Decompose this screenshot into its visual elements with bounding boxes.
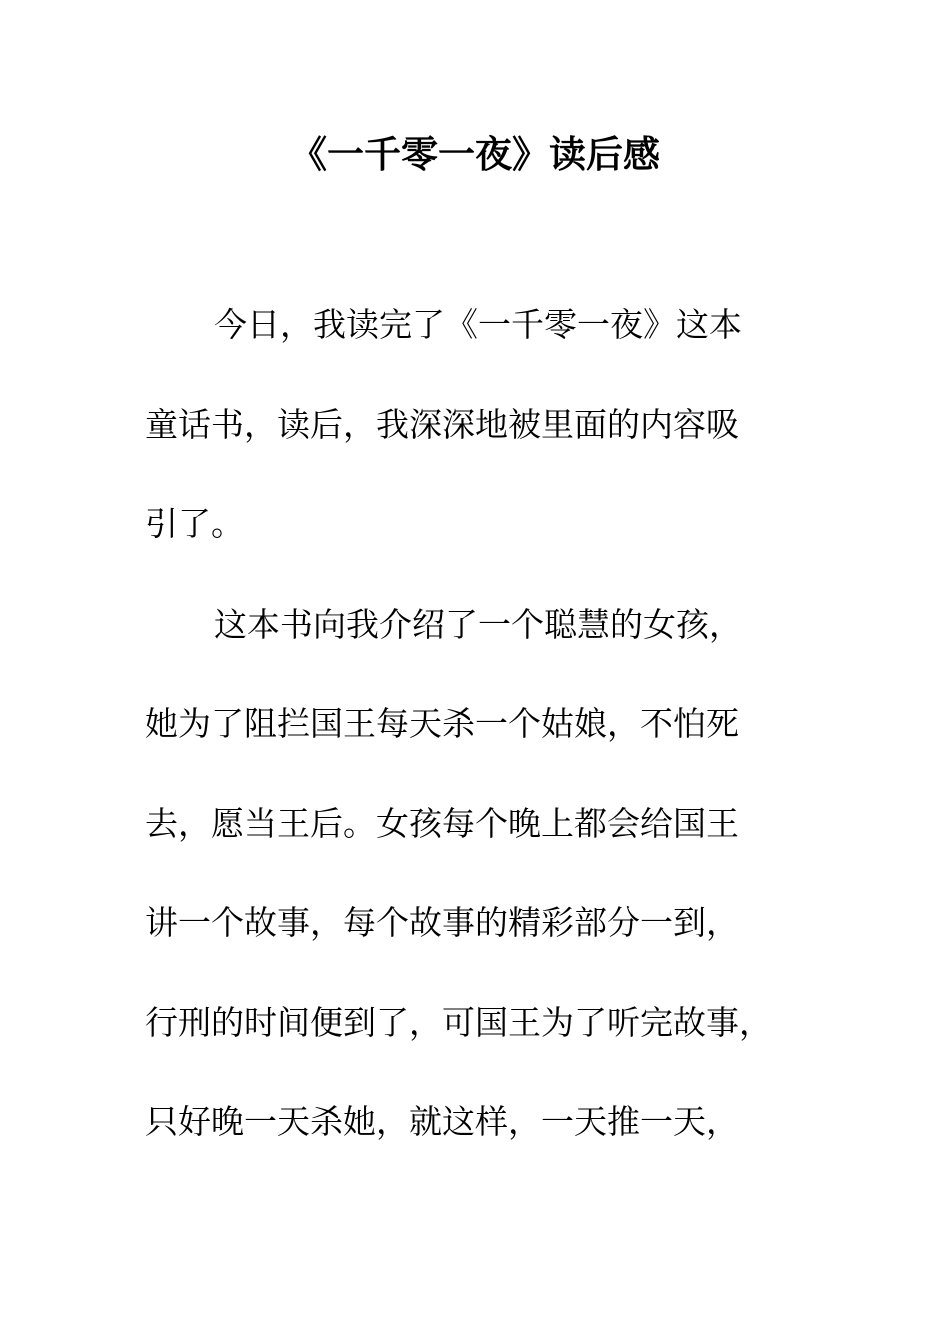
paragraph-line: 她为了阻拦国王每天杀一个姑娘，不怕死 — [145, 704, 739, 743]
paragraph-line: 引了。 — [145, 504, 244, 543]
paragraph-line: 只好晚一天杀她，就这样，一天推一天， — [145, 1102, 739, 1141]
paragraph-line: 今日，我读完了《一千零一夜》这本 — [214, 305, 742, 344]
paragraph-line: 童话书，读后，我深深地被里面的内容吸 — [145, 405, 739, 444]
document-title: 《一千零一夜》读后感 — [290, 132, 660, 176]
paragraph-line: 去，愿当王后。女孩每个晚上都会给国王 — [145, 804, 739, 843]
paragraph-line: 讲一个故事，每个故事的精彩部分一到， — [145, 903, 739, 942]
paragraph-line: 行刑的时间便到了，可国王为了听完故事， — [145, 1003, 772, 1042]
paragraph-line: 这本书向我介绍了一个聪慧的女孩， — [214, 605, 742, 644]
